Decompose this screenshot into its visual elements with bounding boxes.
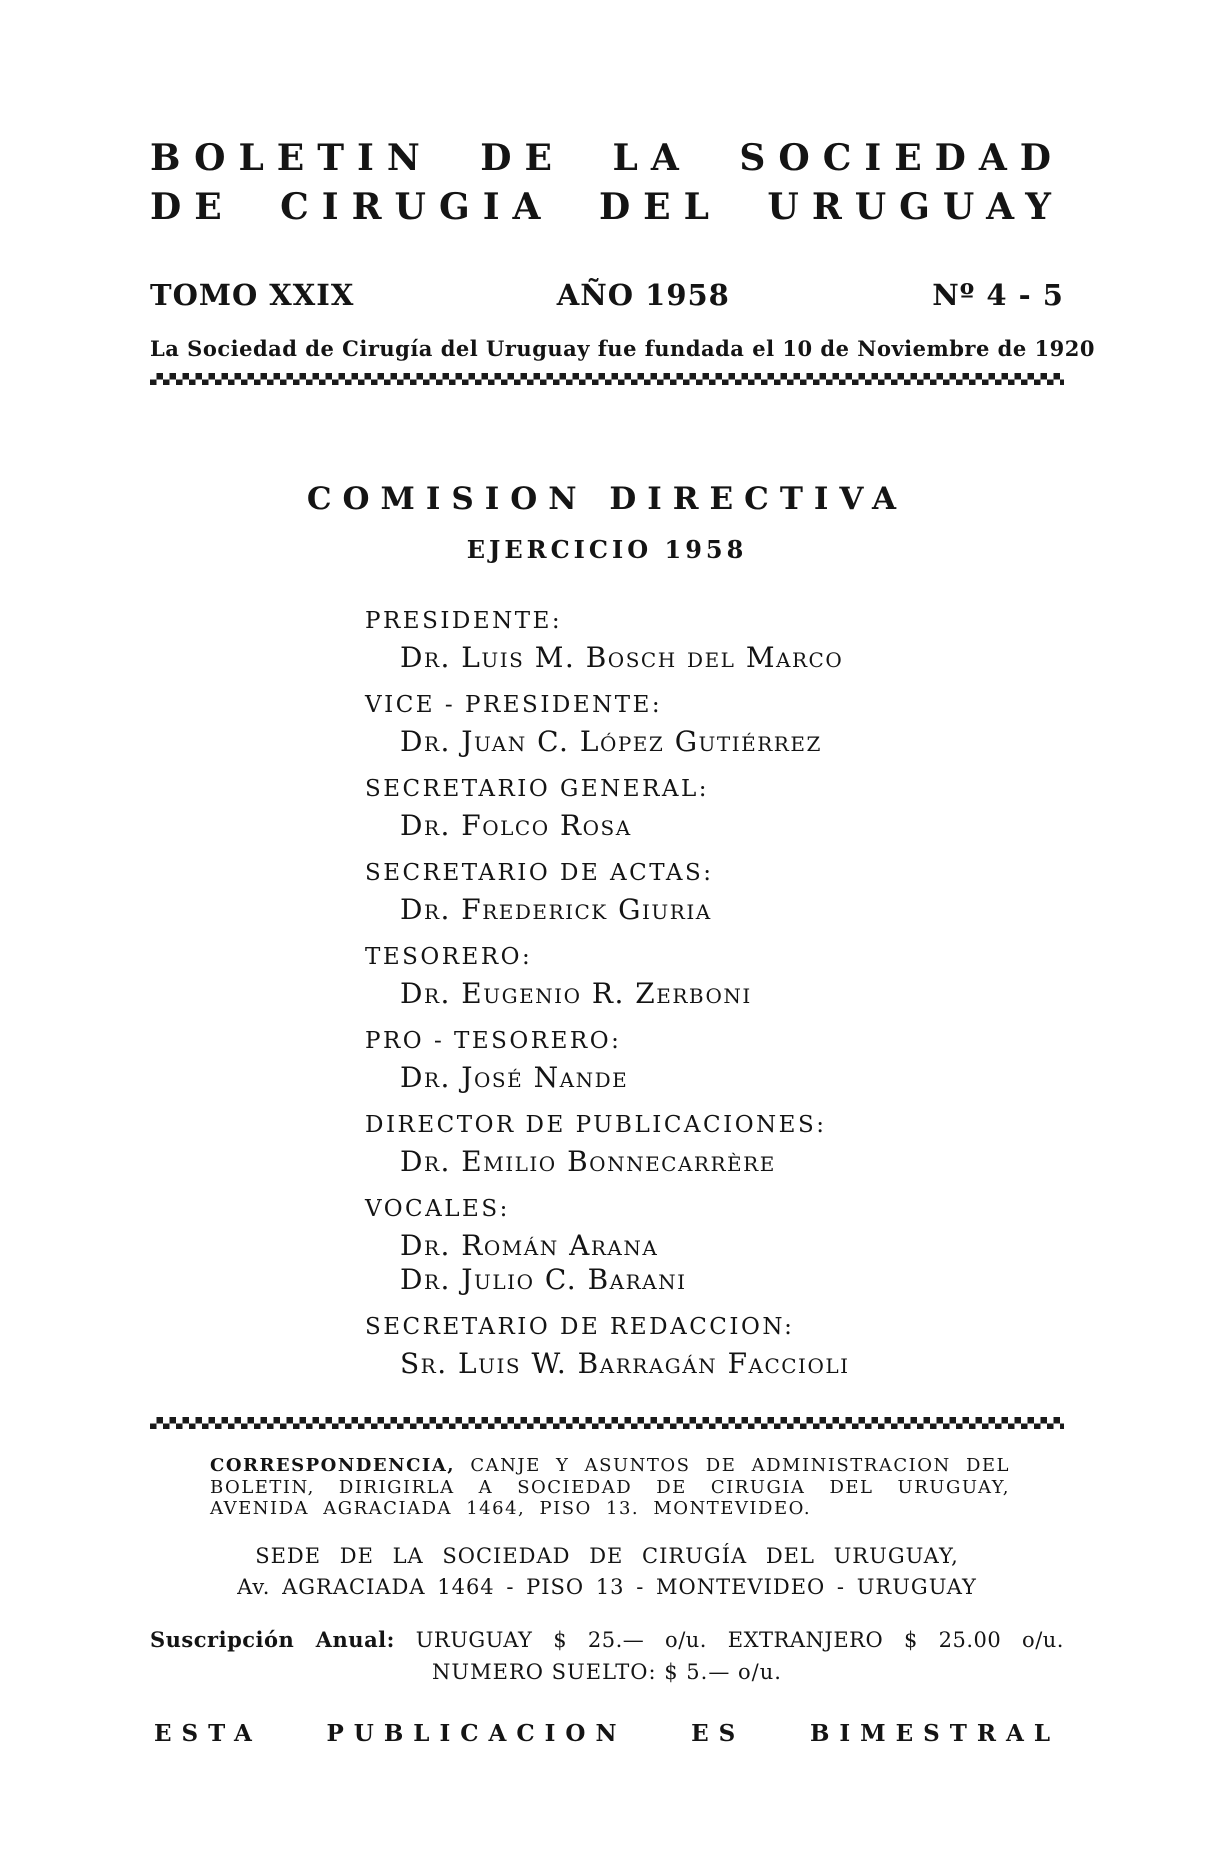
officer-name: Dr. Julio C. Barani (400, 1263, 687, 1296)
headquarters-line-1: SEDE DE LA SOCIEDAD DE CIRUGÍA DEL URUGUAY, (255, 1543, 959, 1568)
office-label: SECRETARIO DE ACTAS: (365, 860, 714, 886)
officer-name: Dr. Román Arana (400, 1229, 659, 1262)
year-label: AÑO 1958 (556, 278, 730, 312)
subscription-values: URUGUAY $ 25.— o/u. EXTRANJERO $ 25.00 o/u. (415, 1627, 1064, 1652)
roster-entry-tesorero (365, 944, 1064, 1011)
journal-title (150, 134, 1064, 232)
office-label: PRESIDENTE: (365, 608, 563, 634)
zigzag-divider-bottom (150, 1417, 1064, 1429)
roster-entry-vice-presidente (365, 692, 1064, 759)
roster-entry-secretario-actas (365, 860, 1064, 927)
officer-name: Dr. Luis M. Bosch del Marco (400, 641, 844, 674)
founding-note: La Sociedad de Cirugía del Uruguay fue fundada el 10 de Noviembre de 1920 (150, 336, 1095, 361)
office-label: VICE - PRESIDENTE: (365, 692, 663, 718)
office-label: DIRECTOR DE PUBLICACIONES: (365, 1112, 827, 1138)
roster-entry-pro-tesorero (365, 1028, 1064, 1095)
correspondence-note (210, 1455, 1010, 1520)
subscription-line (150, 1627, 1064, 1652)
section-subheading: EJERCICIO 1958 (466, 535, 748, 564)
officer-name: Dr. Eugenio R. Zerboni (400, 977, 752, 1010)
journal-title-line-2: DE CIRUGIA DEL URUGUAY (150, 186, 1064, 228)
headquarters-line-2: Av. AGRACIADA 1464 - PISO 13 - MONTEVIDEO - URUGUAY (237, 1574, 977, 1599)
roster-entry-vocales (365, 1196, 1064, 1297)
roster-entry-secretario-redaccion (365, 1314, 1064, 1381)
officers-roster (365, 608, 1064, 1381)
office-label: PRO - TESORERO: (365, 1028, 622, 1054)
issue-number-label: Nº 4 - 5 (932, 278, 1064, 312)
officer-name: Dr. Juan C. López Gutiérrez (400, 725, 822, 758)
officer-name: Dr. Frederick Giuria (400, 893, 712, 926)
officer-name: Dr. Folco Rosa (400, 809, 632, 842)
zigzag-divider-top (150, 373, 1064, 385)
frequency-note: ESTA PUBLICACION ES BIMESTRAL (154, 1719, 1060, 1747)
officer-name: Sr. Luis W. Barragán Faccioli (400, 1347, 850, 1380)
comision-directiva-section (150, 481, 1064, 1381)
section-heading: COMISION DIRECTIVA (306, 481, 908, 517)
roster-entry-secretario-general (365, 776, 1064, 843)
office-label: SECRETARIO DE REDACCION: (365, 1314, 795, 1340)
issue-info-row (150, 278, 1064, 312)
office-label: SECRETARIO GENERAL: (365, 776, 710, 802)
single-issue-price: NUMERO SUELTO: $ 5.— o/u. (432, 1659, 782, 1684)
tome-label: TOMO XXIX (150, 278, 355, 312)
subscription-label: Suscripción Anual: (150, 1626, 395, 1652)
journal-title-line-1: BOLETIN DE LA SOCIEDAD (150, 137, 1064, 179)
office-label: TESORERO: (365, 944, 533, 970)
officer-name: Dr. José Nande (400, 1061, 629, 1094)
correspondence-text: CANJE Y ASUNTOS DE ADMINISTRACION DEL BOLETIN, DIRIGIRLA A SOCIEDAD DE CIRUGIA DEL URUGUAY, AVENIDA AGRACIADA 1464, PISO 13. MONTEVIDEO. (210, 1455, 1010, 1519)
administrative-footer (150, 1455, 1064, 1747)
masthead (150, 134, 1095, 385)
roster-entry-presidente (365, 608, 1064, 675)
office-label: VOCALES: (365, 1196, 510, 1222)
officer-name: Dr. Emilio Bonnecarrère (400, 1145, 776, 1178)
correspondence-lead: CORRESPONDENCIA, (210, 1455, 456, 1476)
roster-entry-director-publicaciones (365, 1112, 1064, 1179)
